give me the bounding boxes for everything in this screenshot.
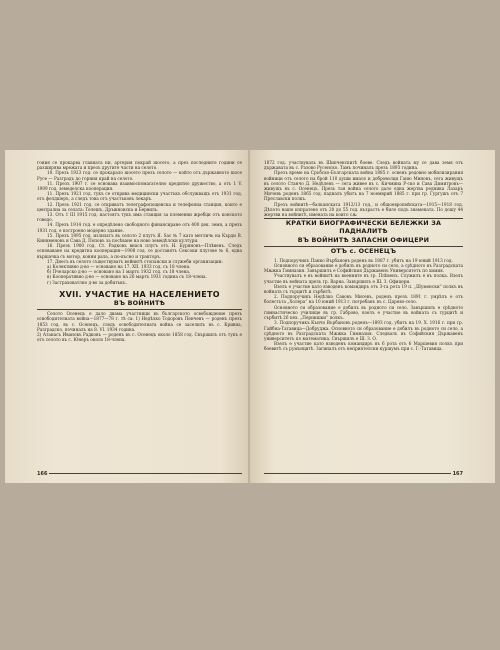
paragraph: Участвувалъ е въ войнитѣ на военните въ гр. Плѣвенъ. Служилъ е въ полка. Взелъ участие въ войната презъ гр. Варна. Завършилъ е Ш. З. Офицери. [264,273,463,284]
paragraph: Основното си образование е добилъ въ родното си село, а срѣдното въ Разградската Мѫжка Гимназия. Завършилъ е Софийския Държавенъ Университетъ по химия. [264,263,463,274]
paragraph: б) Пчеларско д-во — основано на 1 мартъ 1932 год. съ 18 члена. [47,269,191,275]
paragraph: 3. Подпоручикъ Кънчо Върбановъ роденъ—1893 год. убитъ на 19. X. 1916 г. при гр. Гайбна-Татавица—Добруджа. Основното си образование е добилъ въ родното си село, а срѣдното въ Разградската Мѫжка Гимназия. Следвалъ въ Софийския Държавенъ университетъ по математика. Свършилъ е Ш. З. О. [264,320,463,341]
paragraph: г) Застраховатлно д-во за добитъкъ. [47,279,127,285]
paragraph: 11. Презъ 1907 г. се основава взаимоспомагателно кредитно дружество, а отъ 1 V. 1909 год. земеделска кооперация. [37,180,242,192]
left-page-body [37,160,242,285]
paragraph: 1872 год. участвуваль въ Шипченскитѣ боеве. Следъ войната му се дава земя отъ държавата въ с. Разово Русенско. Тамъ починалъ презъ 1893 година. [264,160,463,171]
page-number: 166 [37,471,48,477]
footer-rule [264,473,451,474]
bio-heading-line2: ВЪ ВОЙНИТѢ ЗАПАСНИ ОФИЦЕРИ [297,236,430,245]
paragraph: 15. Презъ 1895 год. излизатъ въ селото 2 плугъ Я. Sac № 7 като метличь на Кърди В. Кинименовъ и Сава Д. Поповъ за посѣване на ново земедѣлски култури. [37,232,242,244]
bio-body [264,258,463,352]
paragraph: Взелъ е участие като взводенъ командиръ въ 6 рота отъ 6 Маршевия полкъ при боевитѣ съ румънцитѣ. Загиналъ отъ неприятелски куршумъ при с. Г.-Татавица. [264,341,463,352]
section-body [37,311,242,342]
divider [37,309,242,310]
section-heading: XVII. УЧАСТИЕ НА НАСЕЛЕНИЕТО [59,289,220,299]
paragraph: Взелъ е участие като взводенъ командиръ отъ 3-та рота 19 п. „Шуменски“ полкъ въ войната съ гърцитѣ и сърбитѣ. [264,283,463,295]
paragraph: 2. Подпоручикъ Недѣлко Савовъ Мисевъ, роденъ презъ 1891 г. умрѣлъ е отъ болестьта „Холера“ на 10 юний 1913 г. погребанъ въ с. Царево-село. [264,294,463,305]
right-page-body [264,160,463,217]
left-page [5,150,250,483]
paragraph: 10. Презъ 1923 год. се прокарало шосето презъ селото — който отъ държавното шосе Русе — Разградъ до горния край на селото. [37,170,242,181]
paragraph: Презъ войнитѣ—балканската 1912/13 год., и общоевропейската—1915—1918 год. Дѣлото наше изпратено отъ 20 до 55 год. възрастъ е било подъ знамената. По дошу 44 жертви на войнитѣ, имената на които сѫ: [264,201,463,218]
paragraph: 16. Презъ 1900 год. Ст. Радковъ внася плугъ отъ Н. Буряновъ—Плѣвенъ. Следъ основаване на кредитна кооперация—1908 год. се доставятъ Сексоки плугове № 6, една вършачка съ мотор, конни рала, а по-късно и тракторъ. [37,243,242,259]
footer-rule [49,473,242,474]
paragraph: Селото Осенецъ е дало двама участници въ българското освобождение презъ освободителната война—1877—78 г. тѣ са: 1) Недѣлко Тодоровъ Пенчевъ — роденъ презъ 1853 год. въ с. Осенецъ, следъ освободителната война се заселилъ въ с. Кривна, Разградско, починалъ на 8. VI. 1934 година. [37,311,242,332]
paragraph: в) Кооперативно д-во — основано на 26 мартъ 1931 година съ 18-члена. [47,274,207,280]
bio-heading-line1: КРАТКИ БИОГРАФИЧЕСКИ БЕЛЕЖКИ ЗА ПАДНАЛИТѢ [285,219,442,235]
paragraph: 1. Подпоручикъ Панко Върбановъ роденъ въ 1887 г. убитъ на 19 юний 1913 год. [274,257,453,263]
paragraph: 13. Отъ 1 III 1915 год. настоятъ тукъ има станция за племенни жребци отъ конското говедо. [37,212,242,223]
paragraph: Основното си образование е добилъ въ родното си село. Завършилъ е срѣдното гимнастическо училище въ гр. Габрово, взелъ е участие въ войната съ турцитѣ и сърбитѣ 26 пех. „Пернишки“ полкъ. [264,304,463,321]
book-spread [5,150,495,483]
paragraph: 2) Атанасъ Ивановъ Радковъ — роденъ въ с. Осенецъ около 1858 год. Свършилъ отъ тукъ е отъ селото въ с. Юнеръ около 18-члена. [37,332,242,343]
paragraph: 17. Днесъ въ селото съществуватъ войнитѣ стопански и служеби организации: [47,258,223,264]
paragraph: 11. Презъ 1921 год. тукъ се открива медицински участъкъ обслужващъ отъ 1931 год. отъ фелдшеръ, а следъ това отъ участъковъ лекаръ. [37,191,242,202]
paragraph: Презъ време на Сръбско-Българската война 1885 г. освенъ редовно мобилизирания войници отъ селото на брой 110 души имало и доброволци Ганю Миновъ, сега живущъ въ селото Станчо Д. Недѣлевъ — сега живее въ с. Кичмина Р-ско и Сава Димитровъ—живущъ въ с. Осенецъ. Презъ тая война селото дало една жертва редника Лазаръ Мичевъ роденъ 1865 год. падналъ убитъ на 7 ноемврий 1885 г. при гр. Гургушъ отъ 7 Преславски полкъ. [264,170,463,202]
paragraph: 12. Презъ 1921 год. се откриватъ телеграфопощенска и телефонна станция, които е централна за селата: Телешъ, Дръжноиска и Бервиль. [37,201,242,212]
bio-heading-line3: ОТЪ с. ОСЕНЕЦЪ [330,247,397,256]
paragraph: а) Колективно д-во — основано на 17. XII. 1933 год. съ 18 члена. [47,264,191,270]
right-page [250,150,495,483]
paragraph: гония се прокарва главната ни, артерия покрай шосето, а през последните години се разширява мрежата и презъ другите части на селото. [37,160,242,171]
page-number: 167 [452,471,463,477]
section-subheading: ВЪ ВОЙНИТѢ [113,298,166,307]
paragraph: 14. Презъ 1914 год. е опредѣлено свободното финансиране отъ 400 дек. земя, а презъ 1931 год. е построено модерно здание. [37,222,242,233]
